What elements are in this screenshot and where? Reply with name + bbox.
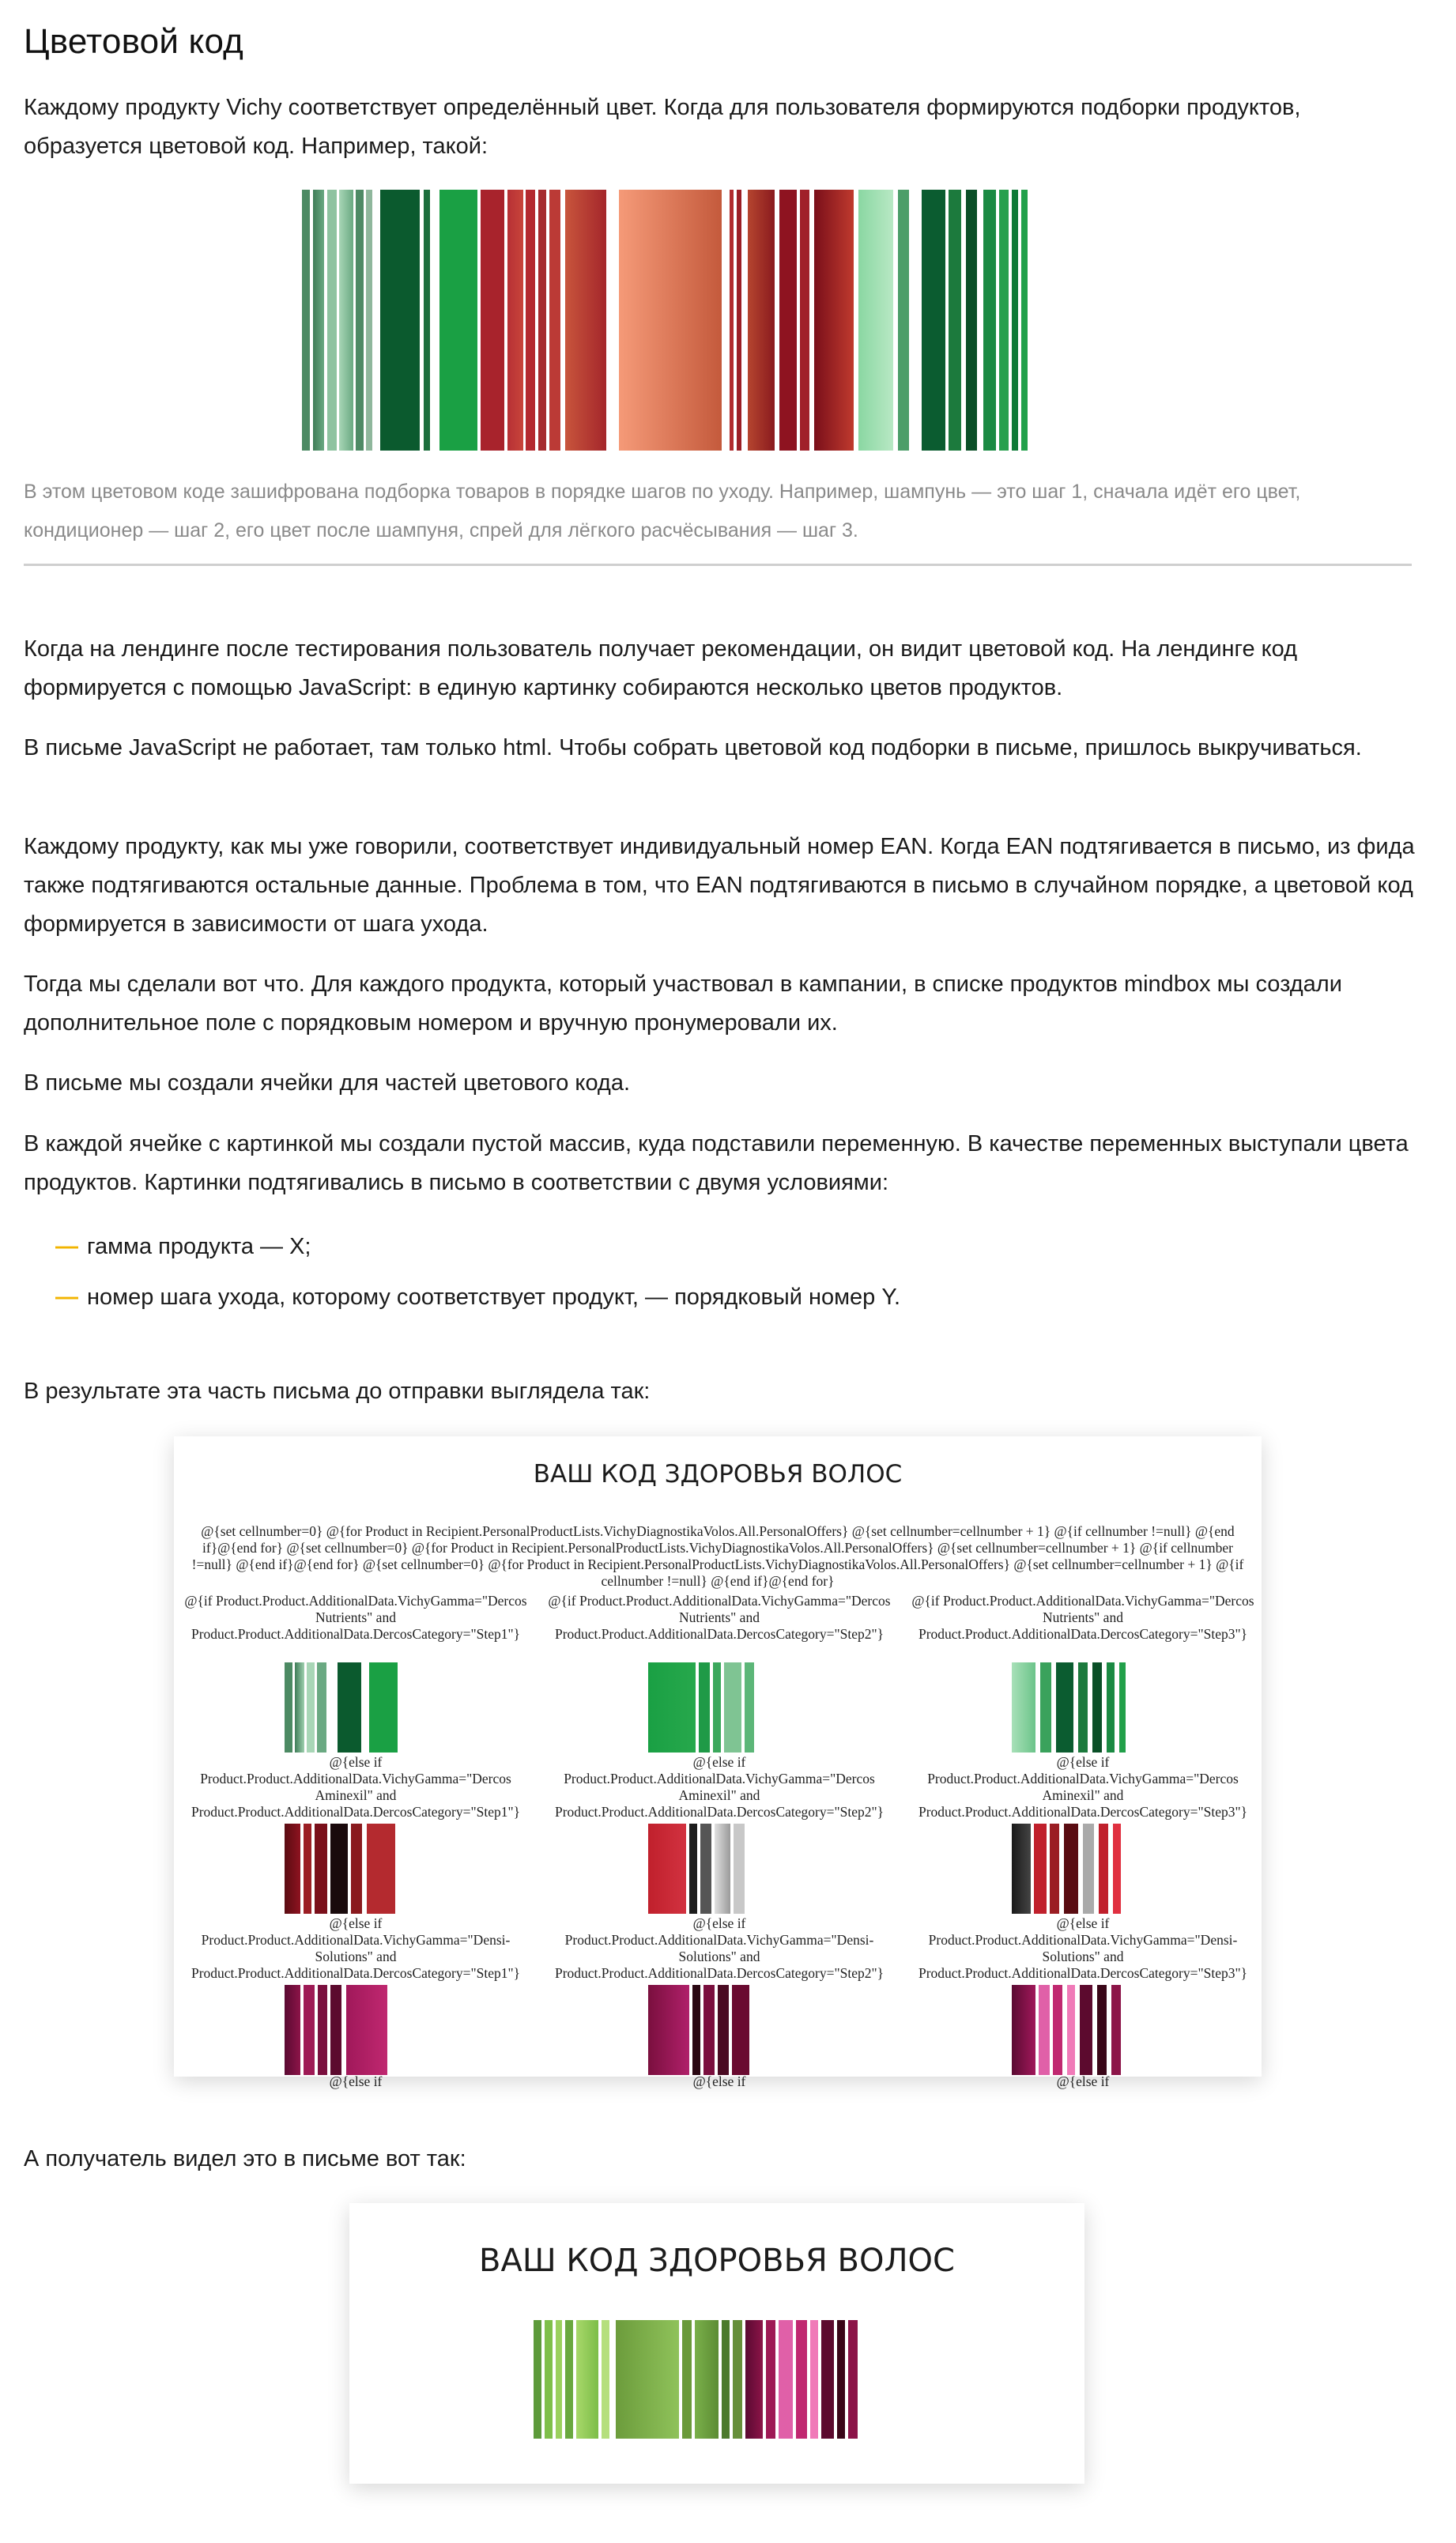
color-stripe (1021, 190, 1028, 451)
list-item (55, 1228, 900, 1278)
color-stripe (1107, 1662, 1115, 1753)
color-stripe (898, 190, 909, 451)
color-stripe (779, 2320, 793, 2439)
color-stripe (733, 2320, 742, 2439)
densi-step2-swatch (648, 1985, 790, 2075)
color-stripe (304, 1985, 315, 2075)
color-stripe (718, 1985, 729, 2075)
color-stripe (1056, 1662, 1073, 1753)
color-stripe (1064, 1824, 1078, 1914)
color-stripe (741, 190, 748, 451)
intro-paragraph: Каждому продукту Vichy соответствует определённый цвет. Когда для пользователя формируются подборки продуктов, образуется цветовой код. Например, такой: (24, 95, 1301, 159)
color-stripe (556, 2320, 562, 2439)
color-stripe (285, 1985, 300, 2075)
color-stripe (366, 190, 372, 451)
color-stripe (315, 1824, 327, 1914)
cell-code: @{if Product.Product.AdditionalData.VichyGamma="Dercos Nutrients" and Product.Product.AdditionalData.DercosCategory="Step1"} (184, 1593, 527, 1642)
cell-code: @{else if Product.Product.AdditionalData.VichyGamma="Dercos Aminexil" and Product.Product.AdditionalData.DercosCategory="Step2"} (554, 1754, 885, 1820)
color-stripe (313, 190, 324, 451)
result-color-code (534, 2320, 903, 2439)
color-stripe (302, 190, 310, 451)
color-stripe (648, 1824, 686, 1914)
color-stripe (699, 1662, 710, 1753)
color-stripe (814, 190, 854, 451)
color-stripe (285, 1662, 292, 1753)
color-stripe (606, 190, 619, 451)
dash-marker: — (55, 1285, 78, 1310)
barcode-caption: В этом цветовом коде зашифрована подборка товаров в порядке шагов по уходу. Например, шампунь — это шаг 1, сначала идёт его цвет, кондиционер — шаг 2, его цвет после шампуня, спрей для лёгкого расчёсывания — шаг 3. (24, 481, 1301, 541)
color-stripe (703, 1985, 715, 2075)
color-stripe (439, 190, 477, 451)
result-before-text: В результате эта часть письма до отправки выглядела так: (24, 1379, 651, 1404)
paragraph-mindbox: Тогда мы сделали вот что. Для каждого продукта, который участвовал в кампании, в списке продуктов mindbox мы создали дополнительное поле с порядковым номером и вручную пронумеровали их. (24, 972, 1342, 1036)
divider (24, 564, 1412, 566)
color-stripe (430, 190, 439, 451)
color-stripe (1119, 1662, 1126, 1753)
aminexil-step3-swatch (1012, 1824, 1154, 1914)
conditions-list (55, 1228, 900, 1329)
color-stripe (481, 190, 504, 451)
color-stripe (648, 1985, 689, 2075)
template-cell (174, 1754, 538, 1820)
color-stripe (369, 1662, 398, 1753)
color-stripe (748, 190, 775, 451)
color-stripe (351, 1824, 362, 1914)
color-stripe (424, 190, 430, 451)
color-stripe (307, 1662, 315, 1753)
color-stripe (715, 1824, 730, 1914)
color-stripe (526, 190, 535, 451)
cell-code: @{else if Product.Product.AdditionalData.VichyGamma="Densi-Solutions" and Product.Product.AdditionalData.DercosCategory="Step3"} (918, 1915, 1248, 1981)
template-code-header: @{set cellnumber=0} @{for Product in Recipient.PersonalProductLists.VichyDiagnostikaVolos.All.PersonalOffers} @{set cellnumber=cellnumber + 1} @{if cellnumber !=null} @{end if}@{end for} @{set cellnumber=0} @{for Product in Recipient.PersonalProductLists.VichyDiagnostikaVolos.All.PersonalOffers} @{set cellnumber=cellnumber + 1} @{if cellnumber !=null} @{end if}@{end for} @{set cellnumber=0} @{for Product in Recipient.PersonalProductLists.VichyDiagnostikaVolos.All.PersonalOffers} @{set cellnumber=cellnumber + 1} @{if cellnumber !=null} @{end if}@{end for} (191, 1523, 1244, 1589)
color-stripe (724, 1662, 741, 1753)
color-stripe (534, 2320, 541, 2439)
densi-step3-swatch (1012, 1985, 1154, 2075)
color-stripe (538, 190, 546, 451)
color-stripe (317, 1662, 326, 1753)
color-stripe (330, 1985, 341, 2075)
color-stripe (327, 190, 337, 451)
color-stripe (1078, 1662, 1088, 1753)
cell-code: @{else if Product.Product.AdditionalData.VichyGamma="Dercos Aminexil" and Product.Product.AdditionalData.DercosCategory="Step1"} (190, 1754, 521, 1820)
color-stripe (909, 190, 922, 451)
color-stripe (999, 190, 1009, 451)
color-stripe (295, 1662, 304, 1753)
color-stripe (800, 190, 809, 451)
color-stripe (330, 1824, 348, 1914)
color-stripe (609, 2320, 616, 2439)
color-stripe (576, 2320, 598, 2439)
densi-step1-swatch (285, 1985, 427, 2075)
template-cell (174, 2073, 538, 2090)
list-item-text: номер шага ухода, которому соответствует продукт, — порядковый номер Y. (87, 1285, 901, 1310)
color-stripe (1067, 1985, 1075, 2075)
cell-code: @{else if Product.Product.AdditionalData.VichyGamma="Densi-Solutions" and Product.Product.AdditionalData.DercosCategory="Step1"} (190, 1915, 521, 1981)
color-stripe (648, 1662, 696, 1753)
template-cell (538, 2073, 901, 2090)
color-stripe (339, 190, 353, 451)
cell-code: @{else if Product.Product.AdditionalData.VichyGamma="Dercos Aminexil" and Product.Product.AdditionalData.DercosCategory="Step3"} (918, 1754, 1248, 1820)
nutrients-step2-swatch (648, 1662, 790, 1753)
template-cell (174, 1593, 538, 1643)
color-stripe (285, 1824, 300, 1914)
color-stripe (507, 190, 523, 451)
color-stripe (700, 1824, 711, 1914)
color-stripe (977, 190, 983, 451)
color-stripe (1012, 1662, 1035, 1753)
color-stripe (779, 190, 797, 451)
color-stripe (1012, 1824, 1031, 1914)
color-stripe (734, 1824, 745, 1914)
color-stripe (545, 2320, 553, 2439)
color-stripe (922, 190, 945, 451)
color-stripe (722, 190, 730, 451)
color-stripe (1034, 1824, 1047, 1914)
color-stripe (1053, 1985, 1062, 2075)
color-stripe (682, 2320, 692, 2439)
cell-code: @{else if (692, 2073, 746, 2089)
color-code-barcode (302, 190, 1132, 451)
dash-marker: — (55, 1234, 78, 1259)
cell-code: @{else if Product.Product.AdditionalData.VichyGamma="Densi-Solutions" and Product.Product.AdditionalData.DercosCategory="Step2"} (554, 1915, 885, 1981)
color-stripe (722, 2320, 730, 2439)
color-stripe (619, 190, 722, 451)
color-stripe (1083, 1824, 1094, 1914)
cell-code: @{else if (329, 2073, 383, 2089)
color-stripe (1111, 1985, 1121, 2075)
color-stripe (695, 2320, 719, 2439)
template-cell (174, 1915, 538, 1982)
template-cell (901, 1754, 1265, 1820)
color-stripe (549, 190, 560, 451)
color-stripe (304, 1824, 311, 1914)
color-stripe (692, 1985, 700, 2075)
result-after-text: А получатель видел это в письме вот так: (24, 2146, 466, 2171)
color-stripe (983, 190, 996, 451)
template-cell (901, 1915, 1265, 1982)
color-stripe (372, 190, 380, 451)
color-stripe (1012, 1985, 1035, 2075)
color-stripe (361, 1662, 369, 1753)
color-stripe (318, 1985, 327, 2075)
color-stripe (346, 1985, 387, 2075)
color-stripe (837, 2320, 845, 2439)
nutrients-step1-swatch (285, 1662, 427, 1753)
color-stripe (949, 190, 961, 451)
template-cell (901, 2073, 1265, 2090)
color-stripe (713, 1662, 721, 1753)
cell-code: @{if Product.Product.AdditionalData.VichyGamma="Dercos Nutrients" and Product.Product.AdditionalData.DercosCategory="Step3"} (911, 1593, 1254, 1642)
color-stripe (732, 1985, 749, 2075)
color-stripe (821, 2320, 834, 2439)
color-stripe (356, 190, 364, 451)
color-stripe (1113, 1824, 1121, 1914)
color-stripe (745, 2320, 763, 2439)
color-stripe (338, 1662, 361, 1753)
color-stripe (602, 2320, 609, 2439)
paragraph-variables: В каждой ячейке с картинкой мы создали пустой массив, куда подставили переменную. В качестве переменных выступали цвета продуктов. Картинки подтягивались в письмо в соответствии с двумя условиями: (24, 1131, 1409, 1195)
color-stripe (326, 1662, 338, 1753)
color-stripe (1097, 1985, 1107, 2075)
color-stripe (848, 2320, 858, 2439)
color-stripe (1040, 1662, 1051, 1753)
template-cell (901, 1593, 1265, 1643)
color-stripe (565, 190, 606, 451)
color-stripe (1099, 1824, 1108, 1914)
color-stripe (766, 2320, 775, 2439)
color-stripe (796, 2320, 807, 2439)
paragraph-ean: Каждому продукту, как мы уже говорили, соответствует индивидуальный номер EAN. Когда EAN подтягивается в письмо, из фида также подтягиваются остальные данные. Проблема в том, что EAN подтягиваются в письмо в случайном порядке, а цветовой код формируется в зависимости от шага ухода. (24, 834, 1415, 937)
color-stripe (1039, 1985, 1050, 2075)
color-stripe (616, 2320, 679, 2439)
color-stripe (367, 1824, 395, 1914)
color-stripe (1050, 1824, 1059, 1914)
color-stripe (745, 1662, 754, 1753)
email-template-title: ВАШ КОД ЗДОРОВЬЯ ВОЛОС (533, 1460, 903, 1488)
paragraph-cells: В письме мы создали ячейки для частей цветового кода. (24, 1070, 631, 1096)
nutrients-step3-swatch (1012, 1662, 1154, 1753)
cell-code: @{else if (1056, 2073, 1110, 2089)
color-stripe (565, 2320, 573, 2439)
template-cell (538, 1915, 901, 1982)
paragraph-javascript: В письме JavaScript не работает, там только html. Чтобы собрать цветовой код подборки в письме, пришлось выкручиваться. (24, 735, 1362, 760)
email-result-title: ВАШ КОД ЗДОРОВЬЯ ВОЛОС (479, 2243, 955, 2279)
color-stripe (1012, 190, 1018, 451)
template-cell (538, 1593, 901, 1643)
color-stripe (966, 190, 977, 451)
color-stripe (1080, 1985, 1092, 2075)
color-stripe (810, 2320, 818, 2439)
list-item (55, 1278, 900, 1329)
cell-code: @{if Product.Product.AdditionalData.VichyGamma="Dercos Nutrients" and Product.Product.AdditionalData.DercosCategory="Step2"} (548, 1593, 891, 1642)
color-stripe (689, 1824, 697, 1914)
aminexil-step2-swatch (648, 1824, 790, 1914)
page-title: Цветовой код (24, 22, 244, 61)
aminexil-step1-swatch (285, 1824, 427, 1914)
list-item-text: гамма продукта — X; (87, 1234, 311, 1259)
color-stripe (380, 190, 420, 451)
email-result-screenshot (349, 2203, 1084, 2484)
color-stripe (1092, 1662, 1102, 1753)
email-template-screenshot (174, 1436, 1262, 2089)
paragraph-landing: Когда на лендинге после тестирования пользователь получает рекомендации, он видит цветовой код. На лендинге код формируется с помощью JavaScript: в единую картинку собираются несколько цветов продуктов. (24, 636, 1298, 700)
color-stripe (858, 190, 893, 451)
template-cell (538, 1754, 901, 1820)
